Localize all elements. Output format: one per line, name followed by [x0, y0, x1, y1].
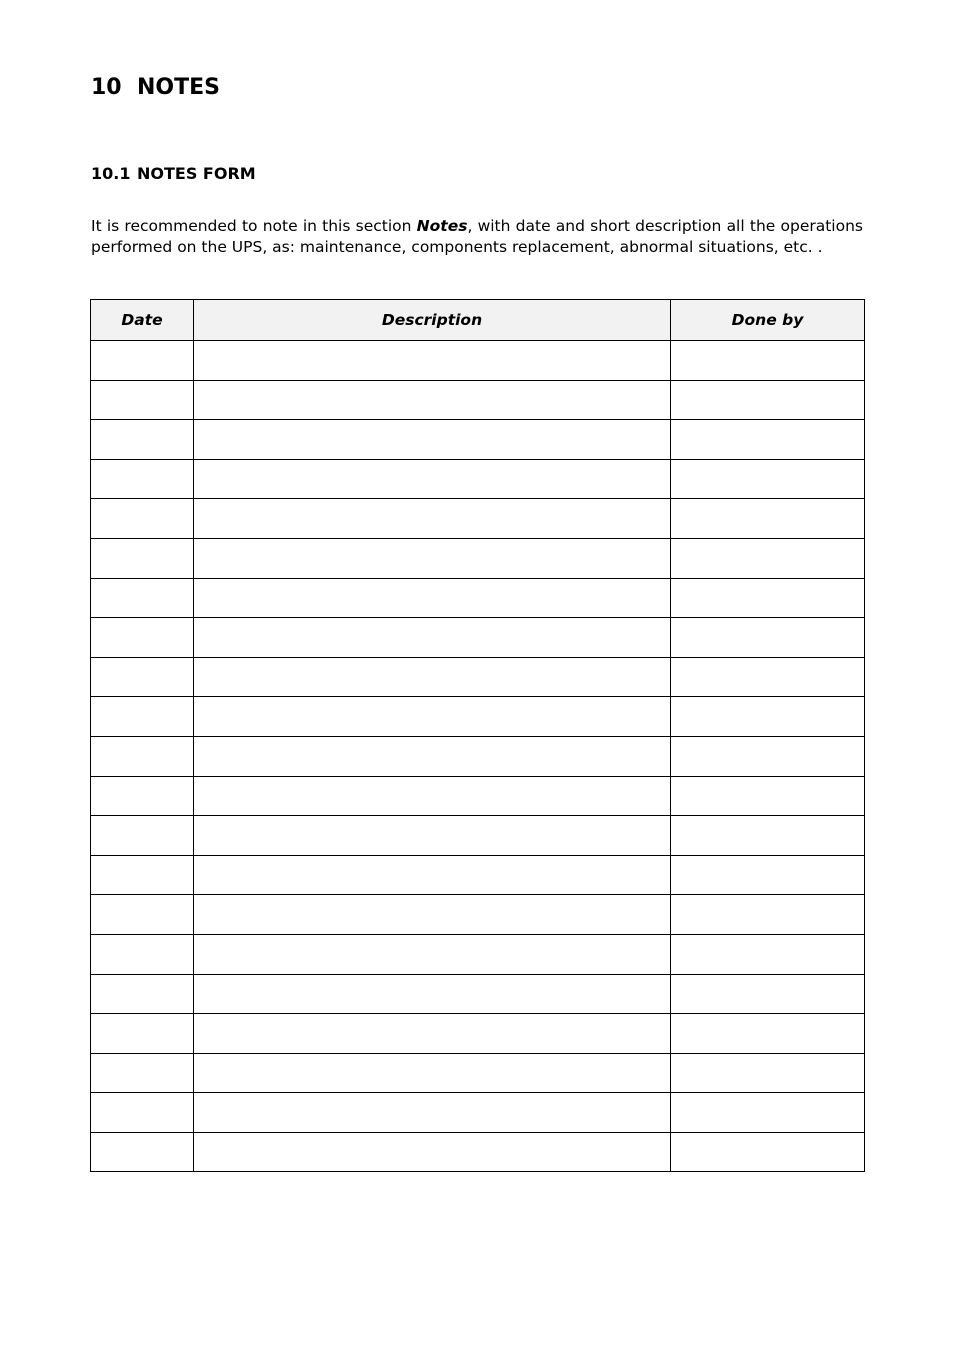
date-cell[interactable] [91, 420, 194, 460]
description-cell[interactable] [194, 341, 671, 381]
done-by-cell[interactable] [671, 420, 865, 460]
table-row [91, 420, 865, 460]
date-cell[interactable] [91, 499, 194, 539]
section-heading [91, 164, 256, 184]
done-by-cell[interactable] [671, 1053, 865, 1093]
intro-line-1 [91, 216, 863, 237]
done-by-cell[interactable] [671, 618, 865, 658]
notes-table [90, 299, 865, 1172]
description-cell[interactable] [194, 974, 671, 1014]
table-row [91, 895, 865, 935]
column-header-done-by: Done by [671, 300, 865, 341]
section-number: 10.1 [91, 164, 131, 183]
done-by-cell[interactable] [671, 736, 865, 776]
date-cell[interactable] [91, 578, 194, 618]
date-cell[interactable] [91, 776, 194, 816]
description-cell[interactable] [194, 1093, 671, 1133]
table-row [91, 657, 865, 697]
done-by-cell[interactable] [671, 974, 865, 1014]
table-row [91, 1053, 865, 1093]
description-cell[interactable] [194, 618, 671, 658]
date-cell[interactable] [91, 341, 194, 381]
intro-notes-emphasis: Notes [416, 217, 468, 235]
description-cell[interactable] [194, 1132, 671, 1172]
date-cell[interactable] [91, 697, 194, 737]
table-row [91, 538, 865, 578]
table-row [91, 1014, 865, 1054]
table-row [91, 776, 865, 816]
description-cell[interactable] [194, 1053, 671, 1093]
date-cell[interactable] [91, 1093, 194, 1133]
table-row [91, 380, 865, 420]
table-row [91, 1132, 865, 1172]
description-cell[interactable] [194, 380, 671, 420]
heading-title: NOTES [137, 75, 220, 100]
date-cell[interactable] [91, 657, 194, 697]
heading-number: 10 [91, 75, 122, 100]
description-cell[interactable] [194, 420, 671, 460]
table-row [91, 618, 865, 658]
done-by-cell[interactable] [671, 776, 865, 816]
done-by-cell[interactable] [671, 380, 865, 420]
description-cell[interactable] [194, 816, 671, 856]
date-cell[interactable] [91, 1014, 194, 1054]
date-cell[interactable] [91, 736, 194, 776]
table-row [91, 459, 865, 499]
description-cell[interactable] [194, 657, 671, 697]
done-by-cell[interactable] [671, 1014, 865, 1054]
table-row [91, 974, 865, 1014]
done-by-cell[interactable] [671, 1132, 865, 1172]
table-row [91, 855, 865, 895]
done-by-cell[interactable] [671, 341, 865, 381]
table-row [91, 934, 865, 974]
date-cell[interactable] [91, 855, 194, 895]
table-row [91, 1093, 865, 1133]
description-cell[interactable] [194, 736, 671, 776]
intro-line-2: performed on the UPS, as: maintenance, components replacement, abnormal situations, etc. . [91, 238, 823, 256]
description-cell[interactable] [194, 895, 671, 935]
done-by-cell[interactable] [671, 499, 865, 539]
done-by-cell[interactable] [671, 895, 865, 935]
table-row [91, 578, 865, 618]
date-cell[interactable] [91, 895, 194, 935]
column-header-date: Date [91, 300, 194, 341]
table-row [91, 341, 865, 381]
done-by-cell[interactable] [671, 1093, 865, 1133]
description-cell[interactable] [194, 776, 671, 816]
done-by-cell[interactable] [671, 816, 865, 856]
date-cell[interactable] [91, 1053, 194, 1093]
intro-text-end: , with date and short description all the operations [467, 217, 863, 235]
section-title: NOTES FORM [137, 164, 256, 183]
done-by-cell[interactable] [671, 657, 865, 697]
table-row [91, 697, 865, 737]
done-by-cell[interactable] [671, 855, 865, 895]
date-cell[interactable] [91, 1132, 194, 1172]
date-cell[interactable] [91, 459, 194, 499]
done-by-cell[interactable] [671, 538, 865, 578]
date-cell[interactable] [91, 618, 194, 658]
table-row [91, 499, 865, 539]
table-row [91, 736, 865, 776]
description-cell[interactable] [194, 538, 671, 578]
page-heading [91, 74, 220, 102]
done-by-cell[interactable] [671, 459, 865, 499]
date-cell[interactable] [91, 380, 194, 420]
date-cell[interactable] [91, 974, 194, 1014]
notes-table-body [91, 341, 865, 1172]
description-cell[interactable] [194, 855, 671, 895]
date-cell[interactable] [91, 934, 194, 974]
description-cell[interactable] [194, 934, 671, 974]
description-cell[interactable] [194, 697, 671, 737]
date-cell[interactable] [91, 816, 194, 856]
table-row [91, 816, 865, 856]
intro-paragraph [91, 216, 863, 258]
intro-text-start: It is recommended to note in this section [91, 217, 417, 235]
description-cell[interactable] [194, 499, 671, 539]
notes-table-header-row [91, 300, 865, 341]
description-cell[interactable] [194, 1014, 671, 1054]
description-cell[interactable] [194, 459, 671, 499]
done-by-cell[interactable] [671, 578, 865, 618]
date-cell[interactable] [91, 538, 194, 578]
done-by-cell[interactable] [671, 697, 865, 737]
column-header-description: Description [194, 300, 671, 341]
description-cell[interactable] [194, 578, 671, 618]
done-by-cell[interactable] [671, 934, 865, 974]
